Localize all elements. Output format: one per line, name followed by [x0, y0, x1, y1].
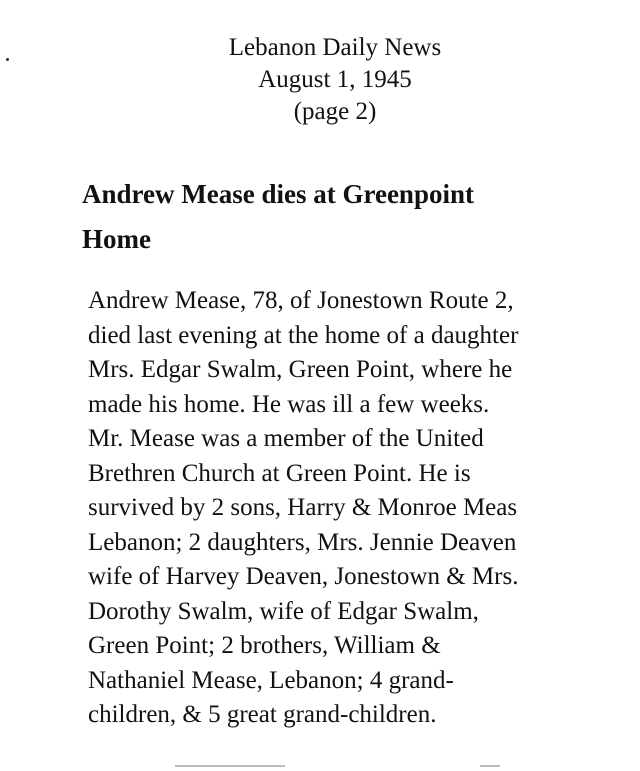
body-line: Andrew Mease, 78, of Jonestown Route 2,	[88, 287, 514, 314]
body-line: Dorothy Swalm, wife of Edgar Swalm,	[88, 597, 479, 625]
masthead	[0, 32, 640, 128]
headline-line: Andrew Mease dies at Greenpoint	[82, 179, 474, 209]
body-line: wife of Harvey Deaven, Jonestown & Mrs.	[88, 563, 519, 590]
scan-artifact	[480, 765, 500, 767]
body-line: made his home. He was ill a few weeks.	[88, 390, 490, 418]
body-line: Green Point; 2 brothers, William &	[88, 632, 441, 659]
body-line: died last evening at the home of a daughter	[88, 321, 519, 349]
body-line: Nathaniel Mease, Lebanon; 4 grand-	[88, 666, 454, 694]
body-line: Lebanon; 2 daughters, Mrs. Jennie Deaven	[88, 528, 517, 556]
body-line: children, & 5 great grand-children.	[88, 701, 437, 728]
scan-artifact	[175, 765, 285, 767]
body-line: Mr. Mease was a member of the United	[88, 425, 484, 452]
headline-line: Home	[82, 224, 151, 254]
article-body	[88, 284, 628, 733]
publication-date: August 1, 1945	[258, 66, 412, 93]
article-headline	[82, 172, 602, 262]
body-line: Mrs. Edgar Swalm, Green Point, where he	[88, 356, 513, 383]
body-line: survived by 2 sons, Harry & Monroe Meas	[88, 494, 518, 521]
newspaper-name: Lebanon Daily News	[228, 34, 442, 61]
body-line: Brethren Church at Green Point. He is	[88, 459, 471, 487]
page-number: (page 2)	[293, 98, 377, 125]
